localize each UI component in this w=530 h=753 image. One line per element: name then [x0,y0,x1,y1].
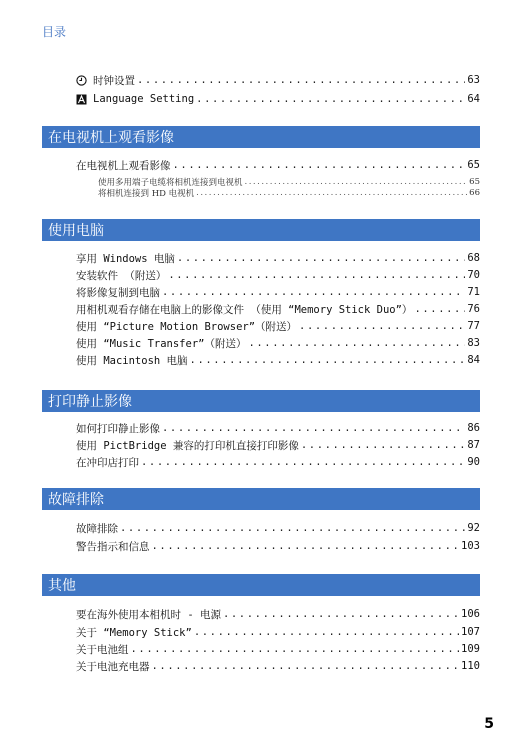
toc-subentry[interactable] [98,176,480,187]
toc-entry-page: 84 [467,354,480,366]
toc-entry[interactable] [76,606,480,622]
dot-leader [196,93,465,105]
dot-leader [223,608,459,620]
toc-entry[interactable] [76,520,480,536]
toc-entry-title: 使用 “Picture Motion Browser”（附送） [76,320,298,333]
toc-subentry[interactable] [98,187,480,198]
toc-subentry-title: 使用多用端子电缆将相机连接到电视机 [98,177,243,188]
toc-entry-title: 要在海外使用本相机时 - 电源 [76,608,221,621]
toc-entry-title: 使用 “Music Transfer”（附送） [76,337,247,350]
toc-entry-title: 安装软件 （附送） [76,269,167,282]
clock-icon [76,75,87,86]
toc-entry[interactable] [76,318,480,334]
toc-entry-page: 86 [467,422,480,434]
dot-leader [190,354,466,366]
toc-entry[interactable] [76,437,480,453]
toc-entry-page: 107 [461,626,480,638]
page-number: 5 [484,716,494,732]
dot-leader [131,643,460,655]
toc-entry-title: 警告指示和信息 [76,540,150,553]
toc-entry-page: 63 [467,74,480,86]
toc-entry-page: 64 [467,93,480,105]
toc-entry-page: 103 [461,540,480,552]
dot-leader [168,269,465,281]
toc-entry-title: 故障排除 [76,522,118,535]
toc-entry[interactable] [76,335,480,351]
toc-entry[interactable] [76,250,480,266]
toc-entry-page: 106 [461,608,480,620]
toc-entry[interactable] [76,658,480,674]
toc-entry-page: 68 [467,252,480,264]
toc-entry-language-setting[interactable] [76,91,480,107]
dot-leader [301,439,465,451]
dot-leader [152,540,460,552]
toc-entry-page: 109 [461,643,480,655]
toc-entry[interactable] [76,420,480,436]
toc-entry-page: 71 [467,286,480,298]
section-heading-troubleshooting: 故障排除 [42,488,480,510]
toc-entry[interactable] [76,624,480,640]
toc-entry-title: Language Setting [93,93,195,105]
toc-entry-page: 110 [461,660,480,672]
toc-entry-title: 如何打印静止影像 [76,422,160,435]
toc-entry[interactable] [76,157,480,173]
toc-entry[interactable] [76,301,480,317]
section-heading-other: 其他 [42,574,480,596]
toc-entry-page: 70 [467,269,480,281]
toc-entry-page: 76 [467,303,480,315]
dot-leader [162,286,465,298]
toc-entry[interactable] [76,352,480,368]
toc-subentry-title: 将相机连接到 HD 电视机 [98,188,195,199]
toc-entry-title: 使用 Macintosh 电脑 [76,354,188,367]
dot-leader [196,188,467,198]
toc-entry-page: 83 [467,337,480,349]
section-heading-tv: 在电视机上观看影像 [42,126,480,148]
dot-leader [414,303,465,315]
toc-entry-title: 用相机观看存储在电脑上的影像文件 （使用 “Memory Stick Duo”） [76,303,413,316]
section-heading-print: 打印静止影像 [42,390,480,412]
dot-leader [120,522,465,534]
toc-subentry-page: 65 [469,176,480,187]
toc-entry-title: 在冲印店打印 [76,456,139,469]
dot-leader [152,660,460,672]
dot-leader [299,320,465,332]
toc-entry-title: 使用 PictBridge 兼容的打印机直接打印影像 [76,439,299,452]
toc-entry[interactable] [76,641,480,657]
toc-entry[interactable] [76,538,480,554]
toc-entry-page: 90 [467,456,480,468]
toc-entry-title: 关于电池组 [76,643,129,656]
toc-entry-page: 92 [467,522,480,534]
dot-leader [177,252,465,264]
language-icon [76,94,87,105]
toc-entry-title: 将影像复制到电脑 [76,286,160,299]
toc-entry-page: 77 [467,320,480,332]
dot-leader [141,456,465,468]
toc-entry-page: 65 [467,159,480,171]
toc-entry[interactable] [76,284,480,300]
dot-leader [137,74,465,86]
dot-leader [248,337,465,349]
toc-entry-title: 时钟设置 [93,74,135,87]
dot-leader [245,177,468,187]
toc-entry-title: 享用 Windows 电脑 [76,252,175,265]
toc-entry[interactable] [76,267,480,283]
toc-entry-page: 87 [467,439,480,451]
toc-entry-clock-setting[interactable] [76,72,480,88]
toc-entry[interactable] [76,454,480,470]
breadcrumb-toc-link[interactable]: 目录 [42,25,67,39]
toc-entry-title: 关于电池充电器 [76,660,150,673]
dot-leader [173,159,466,171]
dot-leader [194,626,459,638]
toc-subentry-page: 66 [469,187,480,198]
section-heading-pc: 使用电脑 [42,219,480,241]
toc-entry-title: 关于 “Memory Stick” [76,626,192,639]
dot-leader [162,422,465,434]
toc-entry-title: 在电视机上观看影像 [76,159,171,172]
